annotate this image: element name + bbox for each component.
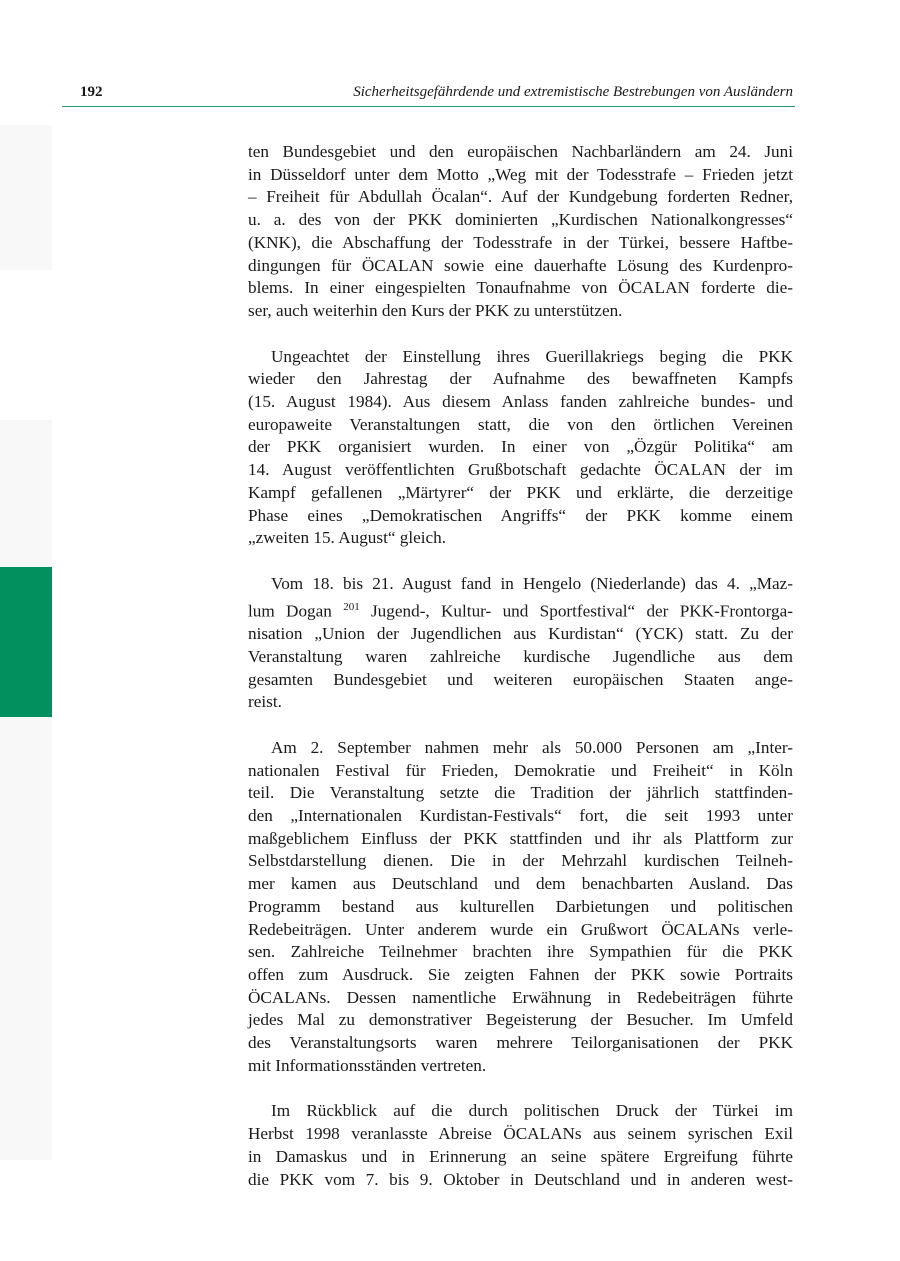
text-line: „zweiten 15. August“ gleich. [248, 528, 447, 548]
text-line: Programm bestand aus kulturellen Darbietungen und politischen [248, 896, 793, 916]
text-line: (KNK), die Abschaffung der Todesstrafe in der Türkei, bessere Haftbe- [248, 232, 793, 252]
text-line: blems. In einer eingespielten Tonaufnahme von ÖCALAN forderte die- [248, 278, 793, 298]
margin-shade-bottom [0, 420, 52, 1160]
text-line: maßgeblichem Einfluss der PKK stattfinden und ihr als Plattform zur [248, 828, 793, 848]
text-line: – Freiheit für Abdullah Öcalan“. Auf der Kundgebung forderten Redner, [248, 187, 793, 207]
text-line: in Düsseldorf unter dem Motto „Weg mit der Todesstrafe – Frieden jetzt [248, 164, 793, 184]
text-line: dingungen für ÖCALAN sowie eine dauerhafte Lösung des Kurdenpro- [248, 255, 793, 275]
text-line: Veranstaltung waren zahlreiche kurdische Jugendliche aus dem [248, 646, 793, 666]
page-number: 192 [80, 84, 103, 100]
text-line: Kampf gefallenen „Märtyrer“ der PKK und erklärte, die derzeitige [248, 482, 793, 502]
text-line: Herbst 1998 veranlasste Abreise ÖCALANs aus seinem syrischen Exil [248, 1124, 793, 1144]
text-line: (15. August 1984). Aus diesem Anlass fanden zahlreiche bundes- und [248, 392, 793, 412]
text-line: jedes Mal zu demonstrativer Begeisterung der Besucher. Im Umfeld [248, 1010, 793, 1030]
paragraph-1 [248, 141, 793, 323]
text-line: mer kamen aus Deutschland und dem benachbarten Ausland. Das [248, 874, 793, 894]
running-title: Sicherheitsgefährdende und extremistische Bestrebungen von Ausländern [353, 84, 793, 100]
text-segment: lum Dogan [248, 601, 332, 621]
text-line: ÖCALANs. Dessen namentliche Erwähnung in Redebeiträgen führte [248, 987, 793, 1007]
footnote-marker[interactable]: 201 [343, 600, 360, 613]
paragraph-4 [248, 737, 793, 1078]
text-line: gesamten Bundesgebiet und weiteren europäischen Staaten ange- [248, 669, 793, 689]
text-line: Am 2. September nahmen mehr als 50.000 Personen am „Inter- [271, 737, 793, 757]
text-line: ser, auch weiterhin den Kurs der PKK zu unterstützen. [248, 300, 623, 320]
text-line: nisation „Union der Jugendlichen aus Kurdistan“ (YCK) statt. Zu der [248, 624, 793, 644]
text-line: sen. Zahlreiche Teilnehmer brachten ihre Sympathien für die PKK [248, 942, 793, 962]
text-line: mit Informationsständen vertreten. [248, 1055, 487, 1075]
text-line-with-footnote [248, 596, 793, 623]
text-line: die PKK vom 7. bis 9. Oktober in Deutschland und in anderen west- [248, 1169, 793, 1189]
text-line: europaweite Veranstaltungen statt, die von den örtlichen Vereinen [248, 414, 793, 434]
paragraph-2 [248, 346, 793, 550]
text-segment: Jugend-, Kultur- und Sportfestival“ der PKK-Frontorga- [359, 601, 793, 621]
text-line: nationalen Festival für Frieden, Demokratie und Freiheit“ in Köln [248, 760, 793, 780]
text-line: in Damaskus und in Erinnerung an seine spätere Ergreifung führte [248, 1146, 793, 1166]
text-line: des Veranstaltungsorts waren mehrere Teilorganisationen der PKK [248, 1033, 793, 1053]
text-line: Phase eines „Demokratischen Angriffs“ der PKK komme einem [248, 505, 793, 525]
text-line: Redebeiträgen. Unter anderem wurde ein Grußwort ÖCALANs verle- [248, 919, 793, 939]
page-header [62, 82, 795, 107]
text-line: der PKK organisiert wurden. In einer von „Özgür Politika“ am [248, 437, 793, 457]
margin-shade-top [0, 125, 52, 270]
text-line: ten Bundesgebiet und den europäischen Nachbarländern am 24. Juni [248, 142, 793, 161]
text-line: reist. [248, 692, 282, 712]
text-line: Ungeachtet der Einstellung ihres Guerillakriegs beging die PKK [271, 346, 793, 366]
text-line: wieder den Jahrestag der Aufnahme des bewaffneten Kampfs [248, 369, 793, 389]
text-line: Im Rückblick auf die durch politischen Druck der Türkei im [271, 1101, 793, 1121]
text-line: den „Internationalen Kurdistan-Festivals“ fort, die seit 1993 unter [248, 806, 793, 826]
text-line: 14. August veröffentlichten Grußbotschaft gedachte ÖCALAN der im [248, 460, 793, 480]
body-text [248, 141, 793, 1214]
text-line: u. a. des von der PKK dominierten „Kurdischen Nationalkongresses“ [248, 210, 793, 230]
paragraph-5 [248, 1100, 793, 1191]
text-line: Vom 18. bis 21. August fand in Hengelo (Niederlande) das 4. „Maz- [271, 573, 793, 593]
text-line: offen zum Ausdruck. Sie zeigten Fahnen der PKK sowie Portraits [248, 964, 793, 984]
text-line: Selbstdarstellung dienen. Die in der Mehrzahl kurdischen Teilneh- [248, 851, 793, 871]
text-line: teil. Die Veranstaltung setzte die Tradition der jährlich stattfinden- [248, 783, 793, 803]
chapter-thumb-tab [0, 567, 52, 717]
paragraph-3 [248, 573, 793, 714]
